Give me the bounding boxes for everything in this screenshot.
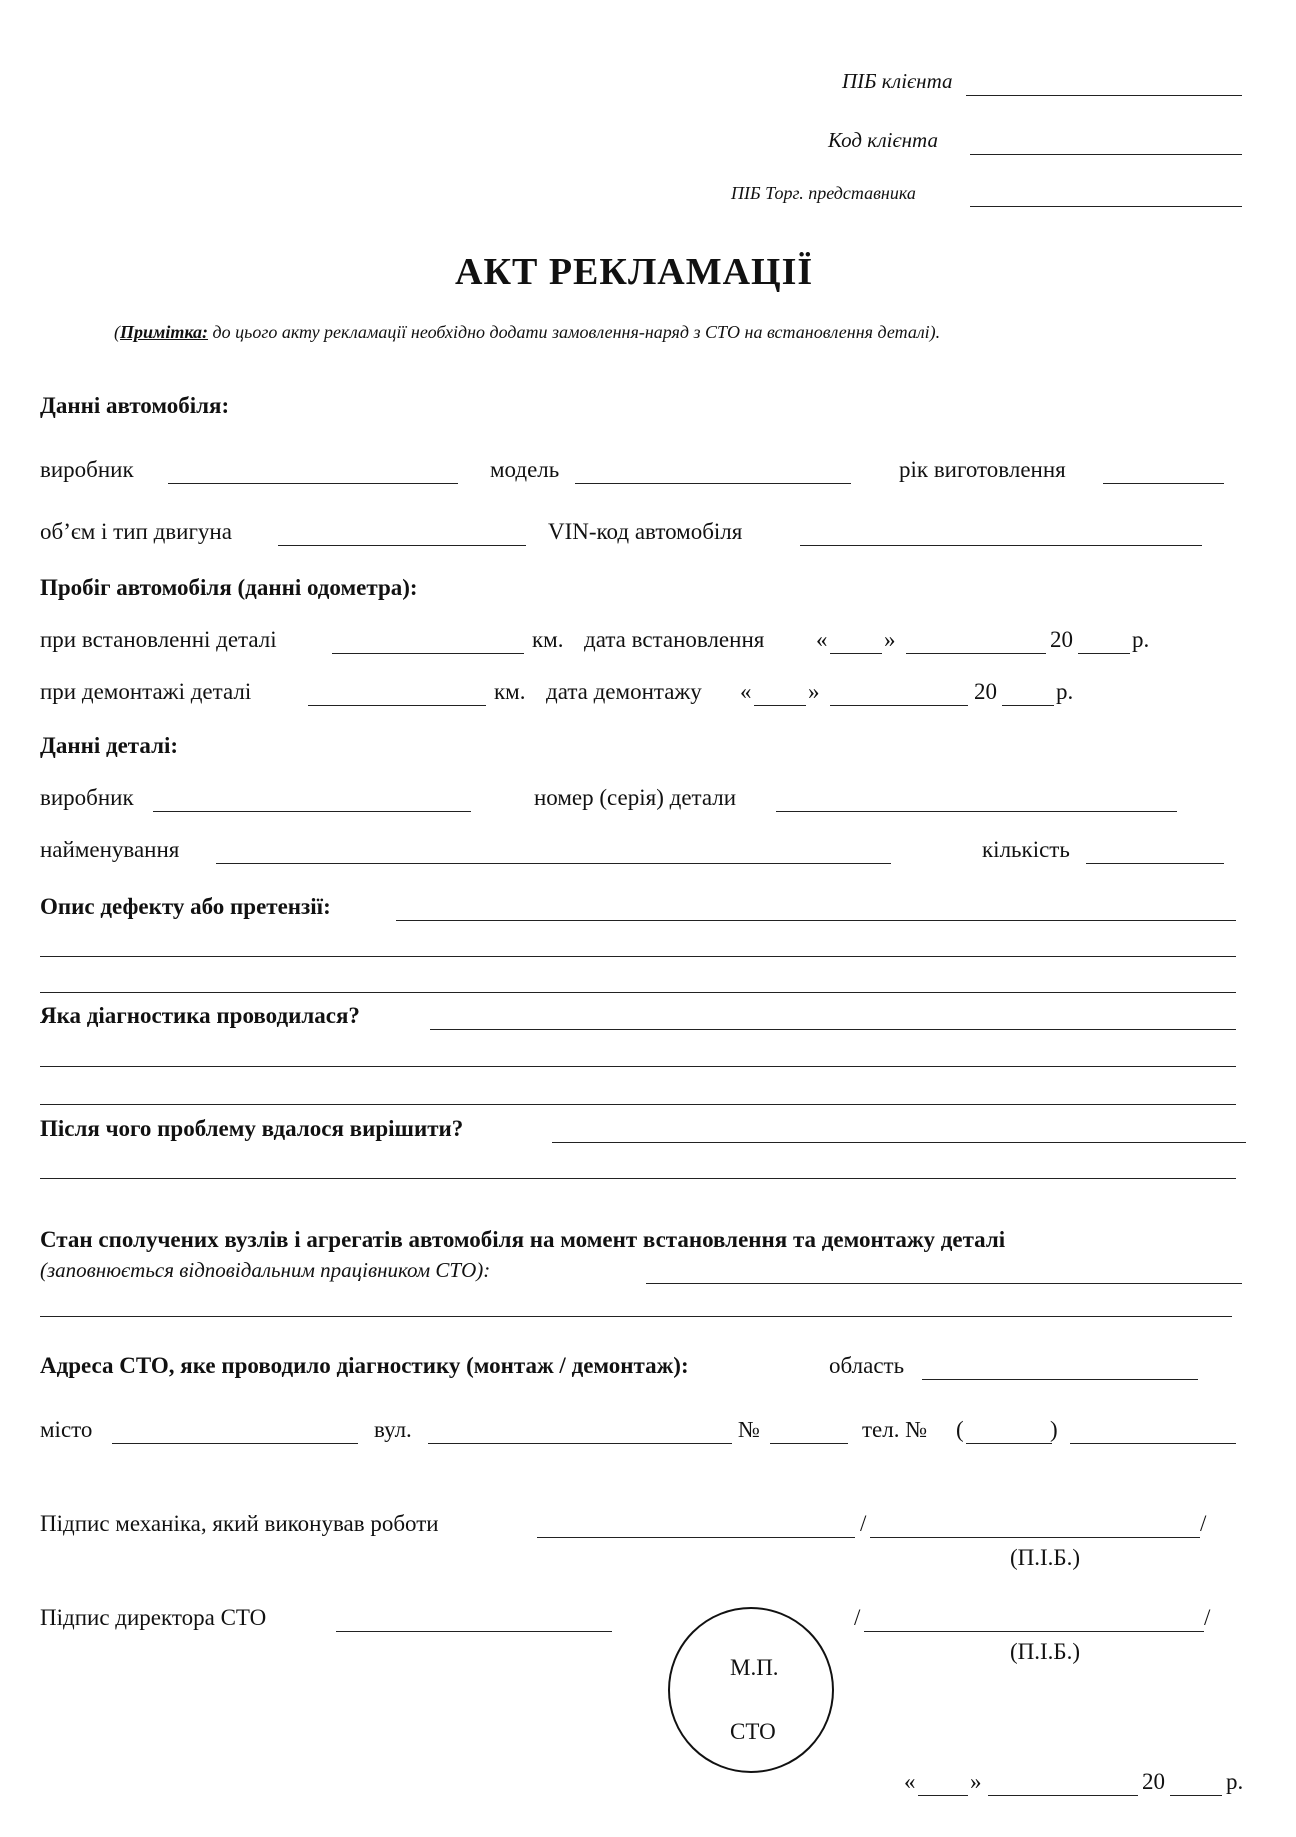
stamp-sto-label: СТО xyxy=(730,1719,776,1744)
page-title: АКТ РЕКЛАМАЦІЇ xyxy=(455,251,814,293)
vehicle-manufacturer-label: виробник xyxy=(40,457,134,482)
condition-heading: Стан сполучених вузлів і агрегатів автомобіля на момент встановлення та демонтажу деталі xyxy=(40,1227,1006,1252)
removal-year-prefix: 20 xyxy=(974,679,997,704)
install-year-field[interactable] xyxy=(1078,653,1130,654)
director-signature-field[interactable] xyxy=(336,1631,612,1632)
part-quantity-label: кількість xyxy=(982,837,1070,862)
client-code-field[interactable] xyxy=(970,154,1242,155)
removal-mileage-label: при демонтажі деталі xyxy=(40,679,252,704)
part-number-label: номер (серія) детали xyxy=(534,785,737,810)
mechanic-slash-close: / xyxy=(1200,1511,1207,1536)
install-month-field[interactable] xyxy=(906,653,1046,654)
mechanic-signature-field[interactable] xyxy=(537,1537,855,1538)
director-pib-label: (П.І.Б.) xyxy=(1010,1639,1081,1664)
phone-label: тел. № xyxy=(862,1417,928,1442)
phone-paren-close: ) xyxy=(1050,1417,1058,1442)
removal-mileage-field[interactable] xyxy=(308,705,486,706)
diagnostics-field-line-2[interactable] xyxy=(40,1066,1236,1067)
phone-code-field[interactable] xyxy=(966,1443,1052,1444)
part-quantity-field[interactable] xyxy=(1086,863,1224,864)
part-heading: Данні деталі: xyxy=(40,733,179,758)
address-heading: Адреса СТО, яке проводило діагностику (монтаж / демонтаж): xyxy=(40,1353,689,1378)
final-quote-open: « xyxy=(904,1769,916,1794)
house-number-field[interactable] xyxy=(770,1443,848,1444)
mechanic-name-field[interactable] xyxy=(870,1537,1200,1538)
install-mileage-field[interactable] xyxy=(332,653,524,654)
resolution-label: Після чого проблему вдалося вирішити? xyxy=(40,1116,464,1141)
phone-number-field[interactable] xyxy=(1070,1443,1236,1444)
engine-label: об’єм і тип двигуна xyxy=(40,519,232,544)
diagnostics-field-line-3[interactable] xyxy=(40,1104,1236,1105)
final-year-suffix: р. xyxy=(1226,1769,1244,1794)
note-open: ( xyxy=(114,322,120,342)
region-label: область xyxy=(829,1353,905,1378)
city-label: місто xyxy=(40,1417,93,1442)
removal-year-suffix: р. xyxy=(1056,679,1074,704)
house-number-label: № xyxy=(738,1417,760,1442)
removal-year-field[interactable] xyxy=(1002,705,1054,706)
phone-paren-open: ( xyxy=(956,1417,964,1442)
defect-label: Опис дефекту або претензії: xyxy=(40,894,331,919)
install-quote-close: » xyxy=(884,627,896,652)
removal-km-label: км. xyxy=(494,679,526,704)
install-quote-open: « xyxy=(816,627,828,652)
resolution-field-line-1[interactable] xyxy=(552,1142,1246,1143)
install-day-field[interactable] xyxy=(830,653,882,654)
engine-field[interactable] xyxy=(278,545,526,546)
mechanic-signature-label: Підпис механіка, який виконував роботи xyxy=(40,1511,439,1536)
vehicle-year-label: рік виготовлення xyxy=(899,457,1066,482)
install-date-label: дата встановлення xyxy=(584,627,765,652)
removal-month-field[interactable] xyxy=(830,705,968,706)
sales-rep-label: ПІБ Торг. представника xyxy=(731,183,916,203)
final-year-field[interactable] xyxy=(1170,1795,1222,1796)
city-field[interactable] xyxy=(112,1443,358,1444)
removal-quote-close: » xyxy=(808,679,820,704)
mechanic-pib-label: (П.І.Б.) xyxy=(1010,1545,1081,1570)
diagnostics-label: Яка діагностика проводилася? xyxy=(40,1003,360,1028)
removal-date-label: дата демонтажу xyxy=(546,679,702,704)
vehicle-manufacturer-field[interactable] xyxy=(168,483,458,484)
note xyxy=(114,323,940,341)
sales-rep-field[interactable] xyxy=(970,206,1242,207)
condition-field-line-1[interactable] xyxy=(646,1283,1242,1284)
defect-field-line-3[interactable] xyxy=(40,992,1236,993)
condition-subtext: (заповнюється відповідальним працівником СТО): xyxy=(40,1258,491,1282)
removal-quote-open: « xyxy=(740,679,752,704)
condition-field-line-2[interactable] xyxy=(40,1316,1232,1317)
vin-label: VIN-код автомобіля xyxy=(548,519,743,544)
part-name-label: найменування xyxy=(40,837,180,862)
defect-field-line-1[interactable] xyxy=(396,920,1236,921)
install-mileage-label: при встановленні деталі xyxy=(40,627,277,652)
client-name-label: ПІБ клієнта xyxy=(842,69,953,93)
defect-field-line-2[interactable] xyxy=(40,956,1236,957)
mileage-heading: Пробіг автомобіля (данні одометра): xyxy=(40,575,418,600)
install-km-label: км. xyxy=(532,627,564,652)
mechanic-slash-open: / xyxy=(860,1511,867,1536)
director-slash-open: / xyxy=(854,1605,861,1630)
note-text: до цього акту рекламації необхідно додати замовлення-наряд з СТО на встановлення деталі). xyxy=(208,322,941,342)
final-quote-close: » xyxy=(970,1769,982,1794)
director-slash-close: / xyxy=(1204,1605,1211,1630)
street-field[interactable] xyxy=(428,1443,732,1444)
stamp-mp-label: М.П. xyxy=(730,1655,779,1680)
part-manufacturer-field[interactable] xyxy=(153,811,471,812)
part-name-field[interactable] xyxy=(216,863,891,864)
vehicle-year-field[interactable] xyxy=(1103,483,1224,484)
director-signature-label: Підпис директора СТО xyxy=(40,1605,267,1630)
stamp-circle xyxy=(668,1607,834,1773)
client-code-label: Код клієнта xyxy=(828,128,938,152)
final-day-field[interactable] xyxy=(918,1795,968,1796)
street-label: вул. xyxy=(374,1417,412,1442)
removal-day-field[interactable] xyxy=(754,705,806,706)
part-number-field[interactable] xyxy=(776,811,1177,812)
vin-field[interactable] xyxy=(800,545,1202,546)
final-month-field[interactable] xyxy=(988,1795,1138,1796)
client-name-field[interactable] xyxy=(966,95,1242,96)
install-year-suffix: р. xyxy=(1132,627,1150,652)
part-manufacturer-label: виробник xyxy=(40,785,134,810)
diagnostics-field-line-1[interactable] xyxy=(430,1029,1236,1030)
final-year-prefix: 20 xyxy=(1142,1769,1165,1794)
director-name-field[interactable] xyxy=(864,1631,1204,1632)
vehicle-model-label: модель xyxy=(490,457,560,482)
region-field[interactable] xyxy=(922,1379,1198,1380)
install-year-prefix: 20 xyxy=(1050,627,1073,652)
vehicle-model-field[interactable] xyxy=(575,483,851,484)
resolution-field-line-2[interactable] xyxy=(40,1178,1236,1179)
note-label: Примітка: xyxy=(120,322,209,342)
vehicle-heading: Данні автомобіля: xyxy=(40,393,230,418)
